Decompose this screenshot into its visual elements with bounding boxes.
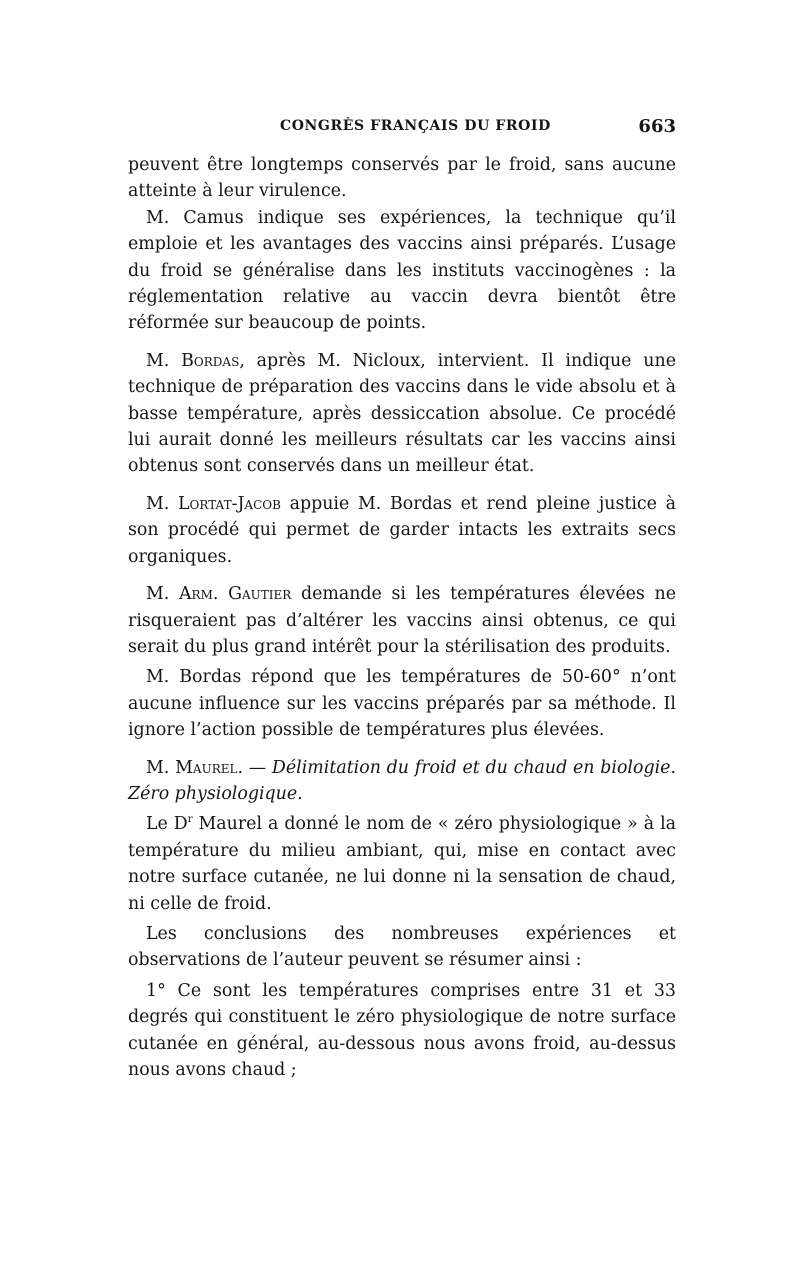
paragraph-conclusion-1: 1° Ce sont les températures comprises entre 31 et 33 degrés qui constituent le zéro physiologique de notre surface cutanée en général, au-dessous nous avons froid, au-dessus nous avons chaud ;	[128, 980, 676, 1080]
paragraph-bordas-reply: M. Bordas répond que les températures de 50-60° n’ont aucune influence sur les vaccins préparés par sa méthode. Il ignore l’action possible de températures plus élevées.	[128, 667, 676, 741]
running-head	[128, 116, 676, 140]
paragraph-camus: M. Camus indique ses expériences, la technique qu’il emploie et les avantages des vaccins ainsi préparés. L’usage du froid se généralise dans les instituts vaccinogènes : la réglementation relative au vaccin devra bientôt être réformée sur beaucoup de points.	[128, 207, 676, 334]
speaker-name: Lortat-Jacob	[178, 493, 281, 514]
page-number: 663	[638, 116, 676, 137]
paragraph-continuation: peuvent être longtemps conservés par le froid, sans aucune atteinte à leur virulence.	[128, 155, 676, 202]
heading-dash: . —	[237, 757, 272, 778]
superscript: r	[187, 814, 193, 826]
paragraph-gautier	[128, 581, 676, 660]
paragraph-conclusions: Les conclusions des nombreuses expériences et observations de l’auteur peuvent se résumer ainsi :	[128, 923, 676, 971]
speaker-name: Bordas	[181, 350, 240, 371]
speaker-prefix: M.	[146, 757, 176, 778]
paragraph-maurel-definition	[128, 811, 676, 917]
speaker-prefix: M.	[146, 350, 182, 371]
communication-title: Délimitation du froid et du chaud en biologie. Zéro physiologique.	[128, 757, 676, 804]
paragraph-text: Le D	[146, 814, 188, 835]
paragraph-text: demande si les températures élevées ne risqueraient pas d’altérer les vaccins ainsi obtenus, ce qui serait du plus grand intérêt pour la stérilisation des produits.	[128, 584, 676, 657]
speaker-prefix: M.	[146, 493, 178, 514]
paragraph-bordas	[128, 348, 676, 480]
paragraph-text: appuie M. Bordas et rend pleine justice à son procédé qui permet de garder intacts les extraits secs organiques.	[128, 493, 676, 567]
paragraph-text: Maurel a donné le nom de « zéro physiologique » à la température du milieu ambiant, qui, mise en contact avec notre surface cutanée, ne lui donne ni la sensation de chaud, ni celle de froid.	[128, 814, 676, 914]
speaker-name: Arm. Gautier	[179, 584, 292, 605]
paragraph-text: , après M. Nicloux, intervient. Il indique une technique de préparation des vaccins dans le vide absolu et à basse température, après dessiccation absolue. Ce procédé lui aurait donné les meilleurs résultats car les vaccins ainsi obtenus sont conservés dans un meilleur état.	[128, 350, 676, 477]
running-title: CONGRÈS FRANÇAIS DU FROID	[280, 118, 551, 134]
paragraph-lortat-jacob	[128, 491, 676, 570]
speaker-prefix: M.	[146, 584, 179, 605]
paragraph-maurel-heading	[128, 755, 676, 808]
body-text	[128, 152, 676, 1083]
speaker-name: Maurel	[175, 757, 238, 778]
